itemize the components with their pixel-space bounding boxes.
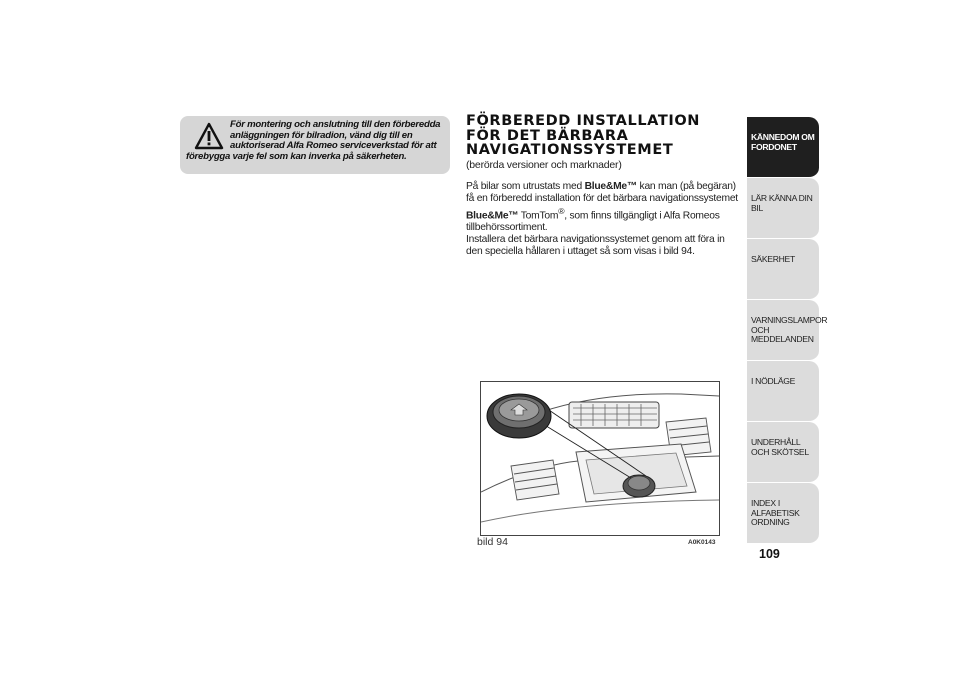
tab-underhall-och-skotsel[interactable]: UNDERHÅLL OCH SKÖTSEL [747, 422, 819, 483]
figure-94-illustration [480, 381, 720, 536]
warning-text-rest: förebygga varje fel som kan inverka på säkerheten. [186, 150, 407, 162]
heading-line-3: NAVIGATIONSSYSTEMET [466, 142, 674, 158]
dashboard-socket-drawing [481, 382, 719, 535]
p1-text-b: kan man (på begäran) få en förberedd installation för det bärbara navigationssystemet [466, 181, 738, 204]
heading-line-2: FÖR DET BÄRBARA [466, 127, 629, 144]
paragraph-2: Installera det bärbara navigationssystemet genom att föra in den speciella hållaren i uttaget så som visas i bild 94. [466, 234, 725, 257]
p1-text-d: , som finns tillgängligt i Alfa Romeos tillbehörssortiment. [466, 210, 720, 234]
page-number: 109 [759, 547, 780, 561]
tab-varningslampor[interactable]: VARNINGSLAMPOR OCH MEDDELANDEN [747, 300, 819, 361]
p1-registered: ® [558, 206, 565, 216]
tab-index[interactable]: INDEX I ALFABETISK ORDNING [747, 483, 819, 544]
figure-code: A0K0143 [688, 539, 716, 546]
warning-text [186, 120, 444, 162]
tab-i-nodlage[interactable]: I NÖDLÄGE [747, 361, 819, 422]
warning-text-first: För montering och anslutning till den förberedda anläggningen för bilradion, vänd dig till en auktoriserad Alfa Romeo serviceverkstad för att [230, 119, 441, 152]
p1-bold-b: Blue&Me™ [466, 210, 519, 222]
p1-text-a: På bilar som utrustats med [466, 181, 585, 192]
heading-line-1: FÖRBEREDD INSTALLATION [466, 113, 701, 129]
tab-kannedom-om-fordonet[interactable]: KÄNNEDOM OM FORDONET [747, 117, 819, 178]
section-subtitle: (berörda versioner och marknader) [466, 159, 622, 171]
tab-lar-kanna-din-bil[interactable]: LÄR KÄNNA DIN BIL [747, 178, 819, 239]
tab-sakerhet[interactable]: SÄKERHET [747, 239, 819, 300]
chapter-tabs [747, 117, 828, 544]
figure-caption: bild 94 [477, 536, 508, 548]
p1-bold-a: Blue&Me™ [584, 181, 637, 192]
section-heading [466, 114, 736, 158]
p1-text-c: TomTom [518, 210, 559, 222]
warning-box [180, 116, 450, 174]
paragraph-1 [466, 181, 738, 234]
